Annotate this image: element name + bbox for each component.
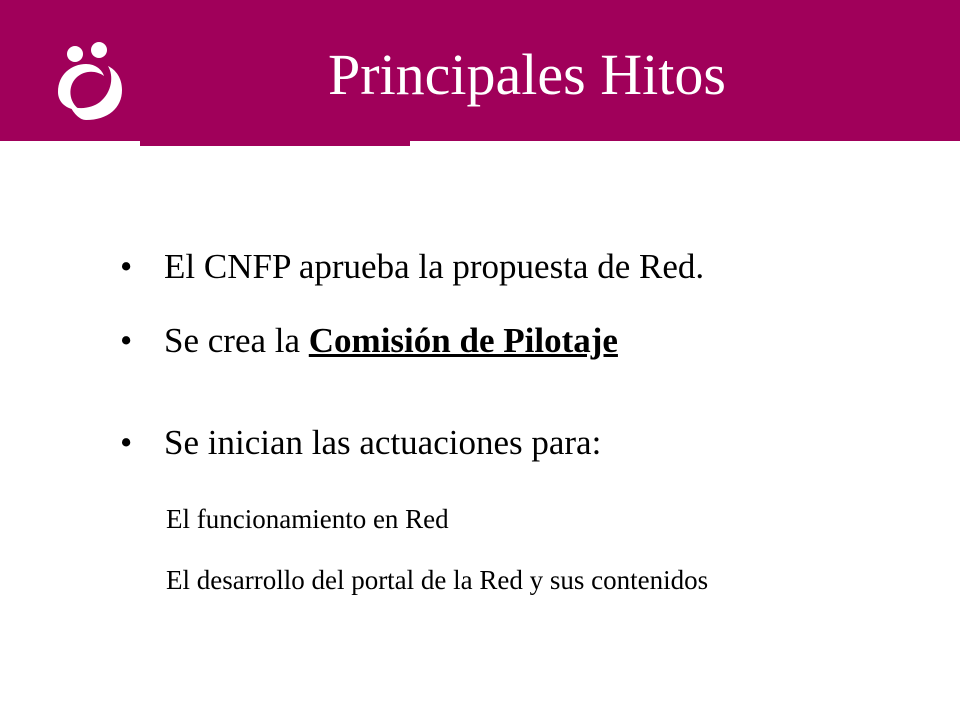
bullet-marker: • — [120, 247, 133, 286]
bullet-text: Se crea la — [164, 321, 309, 360]
bullet-marker: • — [120, 321, 133, 360]
bullet-item — [120, 425, 601, 460]
page-title: Principales Hitos — [328, 42, 726, 107]
bullet-item — [120, 249, 704, 284]
people-embrace-logo — [46, 40, 134, 128]
emphasis-text: Comisión de Pilotaje — [308, 321, 618, 360]
bullet-item — [120, 323, 618, 358]
bullet-text: Se inician las actuaciones para: — [164, 423, 602, 462]
bullet-text: El CNFP aprueba la propuesta de Red. — [164, 247, 705, 286]
bullet-marker: • — [120, 423, 133, 462]
sub-item: El funcionamiento en Red — [166, 504, 449, 534]
sub-item: El desarrollo del portal de la Red y sus contenidos — [166, 565, 709, 595]
header-underline — [140, 141, 410, 146]
